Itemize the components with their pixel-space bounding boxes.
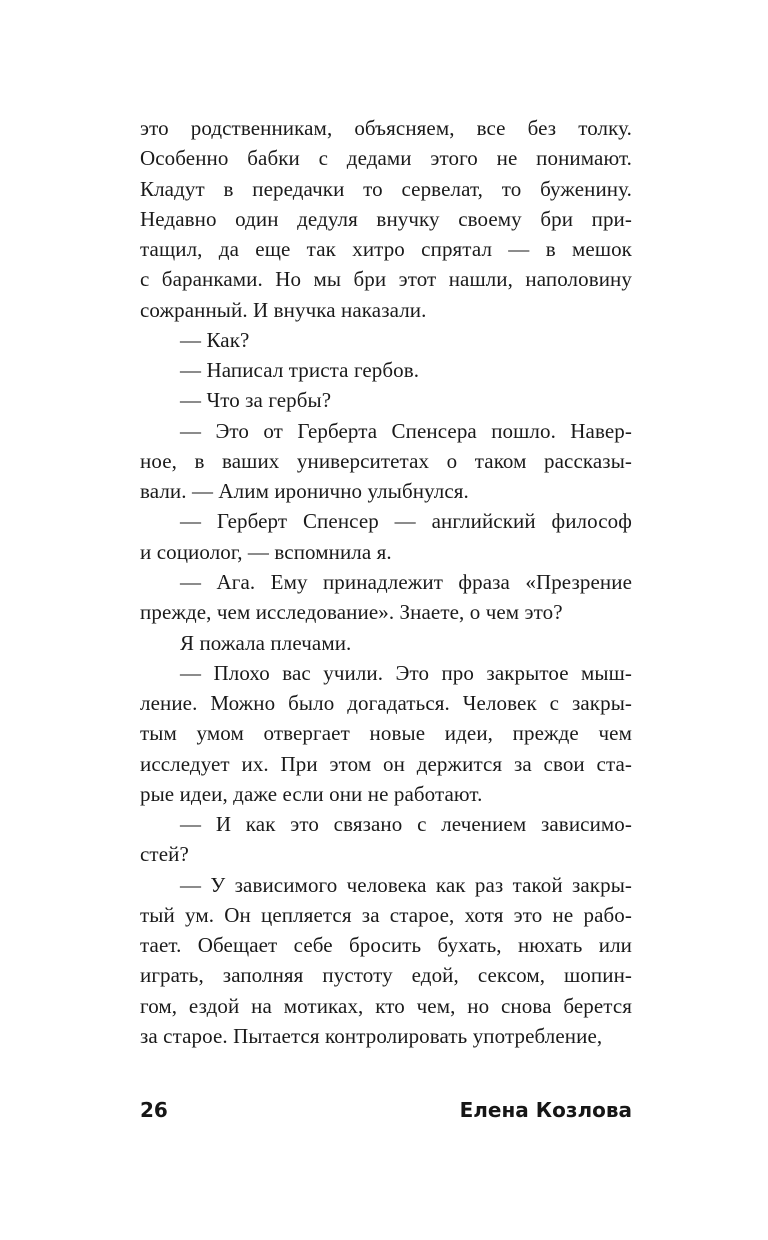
- text-line: сожранный. И внучка наказали.: [140, 297, 427, 322]
- text-line: — Написал триста гербов.: [180, 358, 420, 383]
- text-line: Недавно один дедуля внучку своему бри при-: [140, 206, 632, 231]
- page-footer: [140, 1098, 632, 1122]
- running-head-author: Елена Козлова: [459, 1098, 632, 1122]
- text-line: тый ум. Он цепляется за старое, хотя это не рабо-: [140, 902, 632, 927]
- text-line: рые идеи, даже если они не работают.: [140, 781, 483, 806]
- text-line: — Герберт Спенсер — английский философ: [180, 509, 632, 534]
- text-line: это родственникам, объясняем, все без толку.: [140, 116, 632, 140]
- book-text-block: [140, 113, 632, 1051]
- text-line: играть, заполняя пустоту едой, сексом, шопин-: [140, 963, 632, 988]
- text-line: — Это от Герберта Спенсера пошло. Навер-: [180, 418, 632, 443]
- text-line: вали. — Алим иронично улыбнулся.: [140, 479, 469, 504]
- text-line: тает. Обещает себе бросить бухать, нюхать или: [140, 933, 632, 958]
- text-line: — Что за гербы?: [180, 388, 332, 413]
- text-line: ление. Можно было догадаться. Человек с закры-: [140, 691, 632, 716]
- text-line: исследует их. При этом он держится за свои ста-: [140, 751, 632, 776]
- text-line: — Как?: [180, 327, 250, 352]
- text-line: и социолог, — вспомнила я.: [140, 539, 392, 564]
- text-line: тащил, да еще так хитро спрятал — в мешок: [140, 237, 632, 262]
- text-line: Кладут в передачки то сервелат, то буженину.: [140, 176, 632, 201]
- page-number: 26: [140, 1098, 168, 1122]
- text-line: с баранками. Но мы бри этот нашли, наполовину: [140, 267, 632, 292]
- text-line: — Ага. Ему принадлежит фраза «Презрение: [180, 569, 632, 594]
- text-line: прежде, чем исследование». Знаете, о чем это?: [140, 600, 563, 625]
- text-line: — И как это связано с лечением зависимо-: [180, 812, 632, 837]
- text-line: стей?: [140, 842, 189, 867]
- text-line: тым умом отвергает новые идеи, прежде чем: [140, 721, 632, 746]
- text-line: за старое. Пытается контролировать употребление,: [140, 1023, 603, 1048]
- text-line: Я пожала плечами.: [180, 630, 352, 655]
- text-line: гом, ездой на мотиках, кто чем, но снова берется: [140, 993, 632, 1018]
- text-line: ное, в ваших университетах о таком рассказы-: [140, 448, 632, 473]
- text-line: — Плохо вас учили. Это про закрытое мыш-: [180, 660, 632, 685]
- text-line: Особенно бабки с дедами этого не понимают.: [140, 146, 632, 171]
- text-line: — У зависимого человека как раз такой закры-: [180, 872, 632, 897]
